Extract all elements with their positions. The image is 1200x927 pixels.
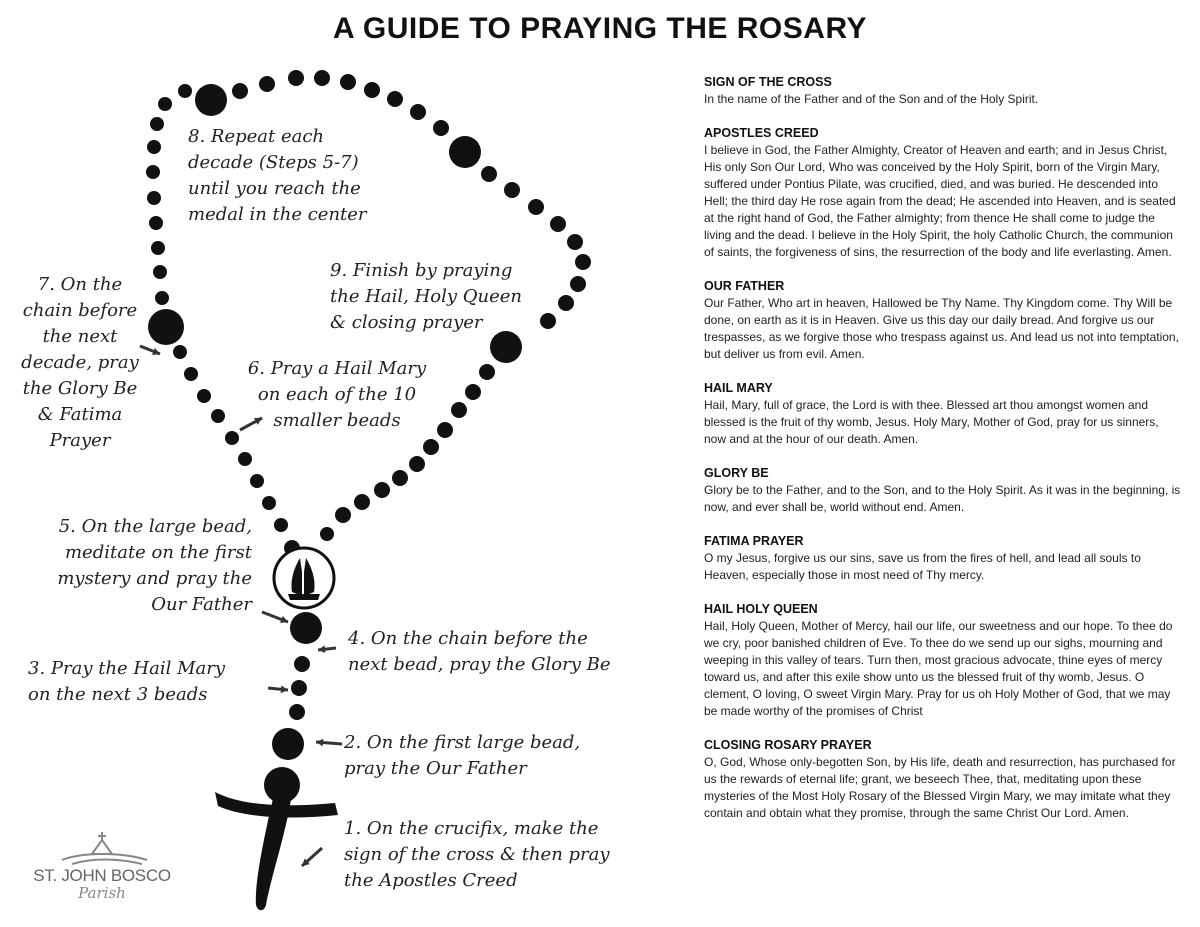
small-bead	[479, 364, 495, 380]
small-bead	[155, 291, 169, 305]
small-bead	[504, 182, 520, 198]
small-bead	[173, 345, 187, 359]
small-bead	[262, 496, 276, 510]
prayer-section	[704, 380, 1182, 448]
small-bead	[197, 389, 211, 403]
small-bead	[147, 191, 161, 205]
prayer-text: In the name of the Father and of the Son and of the Holy Spirit.	[704, 92, 1039, 106]
prayer-section	[704, 465, 1182, 516]
small-bead	[146, 165, 160, 179]
small-bead	[570, 276, 586, 292]
small-bead	[294, 656, 310, 672]
prayer-heading: OUR FATHER	[704, 279, 785, 293]
small-bead	[392, 470, 408, 486]
small-bead	[387, 91, 403, 107]
arrow-icon	[302, 848, 322, 866]
small-bead	[238, 452, 252, 466]
center-medal	[274, 548, 334, 608]
small-bead	[288, 70, 304, 86]
small-bead	[158, 97, 172, 111]
small-bead	[575, 254, 591, 270]
step-6-label: 6. Pray a Hail Mary on each of the 10 smaller beads	[247, 358, 427, 431]
prayer-text: O my Jesus, forgive us our sins, save us from the fires of hell, and lead all souls to Heaven, especially those in most need of Thy mercy.	[704, 551, 1141, 582]
small-bead	[540, 313, 556, 329]
small-bead	[433, 120, 449, 136]
small-bead	[232, 83, 248, 99]
small-bead	[291, 680, 307, 696]
step-2-label: 2. On the first large bead, pray the Our Father	[344, 732, 581, 779]
prayer-text: Glory be to the Father, and to the Son, and to the Holy Spirit. As it was in the beginning, is now, and ever shall be, world without end. Amen.	[704, 483, 1181, 514]
small-bead	[335, 507, 351, 523]
parish-name: ST. JOHN BOSCO	[33, 866, 171, 885]
small-bead	[153, 265, 167, 279]
small-bead	[423, 439, 439, 455]
prayer-section	[704, 601, 1182, 720]
prayer-section	[704, 278, 1182, 363]
prayer-list	[704, 74, 1182, 839]
step-4-label: 4. On the chain before the next bead, pray the Glory Be	[348, 628, 611, 675]
prayer-section	[704, 533, 1182, 584]
small-bead	[364, 82, 380, 98]
prayer-section	[704, 125, 1182, 261]
prayer-heading: HAIL HOLY QUEEN	[704, 602, 818, 616]
step-7-label: 7. On the chain before the next decade, pray the Glory Be & Fatima Prayer	[21, 274, 139, 451]
large-bead	[195, 84, 227, 116]
prayer-heading: CLOSING ROSARY PRAYER	[704, 738, 872, 752]
large-bead	[290, 612, 322, 644]
large-bead	[148, 309, 184, 345]
small-bead	[150, 117, 164, 131]
small-bead	[558, 295, 574, 311]
step-5-label: 5. On the large bead, meditate on the first mystery and pray the Our Father	[57, 516, 252, 615]
small-bead	[550, 216, 566, 232]
prayer-text: Hail, Mary, full of grace, the Lord is with thee. Blessed art thou amongst women and blessed is the fruit of thy womb, Jesus. Holy Mary, Mother of God, pray for us sinners, now and at the hour of our death. Amen.	[704, 398, 1159, 446]
prayer-heading: GLORY BE	[704, 466, 769, 480]
arrow-icon	[316, 739, 342, 747]
small-bead	[374, 482, 390, 498]
small-bead	[465, 384, 481, 400]
prayer-heading: HAIL MARY	[704, 381, 773, 395]
small-bead	[149, 216, 163, 230]
small-bead	[528, 199, 544, 215]
small-bead	[354, 494, 370, 510]
prayer-section	[704, 737, 1182, 822]
arrow-icon	[268, 685, 288, 693]
small-bead	[147, 140, 161, 154]
small-bead	[410, 104, 426, 120]
prayer-heading: FATIMA PRAYER	[704, 534, 804, 548]
large-bead	[449, 136, 481, 168]
prayer-text: I believe in God, the Father Almighty, Creator of Heaven and earth; and in Jesus Christ, His only Son Our Lord, Who was conceived by the Holy Spirit, born of the Virgin Mary, suffered under Pontius Pilate, was crucified, died, and was buried. He descended into Hell; the third day He rose again from the dead; He ascended into Heaven, and is seated at the right hand of God, the Father almighty; from thence He shall come to judge the living and the dead. I believe in the Holy Spirit, the holy Catholic Church, the communion of saints, the forgiveness of sins, the resurrection of the body and life everlasting. Amen.	[704, 143, 1176, 259]
small-bead	[314, 70, 330, 86]
small-bead	[320, 527, 334, 541]
arrow-icon	[318, 645, 336, 653]
small-bead	[567, 234, 583, 250]
prayer-text: O, God, Whose only-begotten Son, by His life, death and resurrection, has purchased for us the rewards of eternal life; grant, we beseech Thee, that, meditating upon these mysteries of the Most Holy Rosary of the Blessed Virgin Mary, we may imitate what they contain and obtain what they promise, through the same Christ Our Lord. Amen.	[704, 755, 1176, 820]
small-bead	[340, 74, 356, 90]
prayer-heading: SIGN OF THE CROSS	[704, 75, 832, 89]
small-bead	[289, 704, 305, 720]
small-bead	[451, 402, 467, 418]
parish-logo	[22, 832, 182, 902]
parish-subtitle: Parish	[78, 884, 126, 902]
small-bead	[259, 76, 275, 92]
prayer-text: Hail, Holy Queen, Mother of Mercy, hail our life, our sweetness and our hope. To thee do we cry, poor banished children of Eve. To thee do we send up our sighs, mourning and weeping in this valley of tears. Turn then, most gracious advocate, thine eyes of mercy toward us, and after this exile show unto us the blessed fruit of thy womb, Jesus. O clement, O loving, O sweet Virgin Mary. Pray for us oh Holy Mother of God, that we may be made worthy of the promises of Christ	[704, 619, 1173, 718]
small-bead	[481, 166, 497, 182]
small-bead	[211, 409, 225, 423]
page-title: A GUIDE TO PRAYING THE ROSARY	[332, 12, 868, 45]
prayer-text: Our Father, Who art in heaven, Hallowed be Thy Name. Thy Kingdom come. Thy Will be done, on earth as it is in Heaven. Give us this day our daily bread. And forgive us our trespasses, as we forgive those who trespass against us. And lead us not into temptation, but deliver us from evil. Amen.	[704, 296, 1179, 361]
step-1-label: 1. On the crucifix, make the sign of the cross & then pray the Apostles Creed	[344, 818, 610, 891]
step-9-label: 9. Finish by praying the Hail, Holy Queen & closing prayer	[330, 260, 523, 333]
arrow-icon	[262, 612, 288, 623]
prayer-section	[704, 74, 1182, 108]
small-bead	[274, 518, 288, 532]
small-bead	[151, 241, 165, 255]
small-bead	[409, 456, 425, 472]
large-bead	[272, 728, 304, 760]
small-bead	[178, 84, 192, 98]
step-8-label: 8. Repeat each decade (Steps 5-7) until you reach the medal in the center	[188, 126, 367, 225]
small-bead	[184, 367, 198, 381]
prayer-heading: APOSTLES CREED	[704, 126, 819, 140]
small-bead	[250, 474, 264, 488]
step-3-label: 3. Pray the Hail Mary on the next 3 beads	[28, 658, 226, 705]
crucifix-icon	[215, 767, 338, 910]
